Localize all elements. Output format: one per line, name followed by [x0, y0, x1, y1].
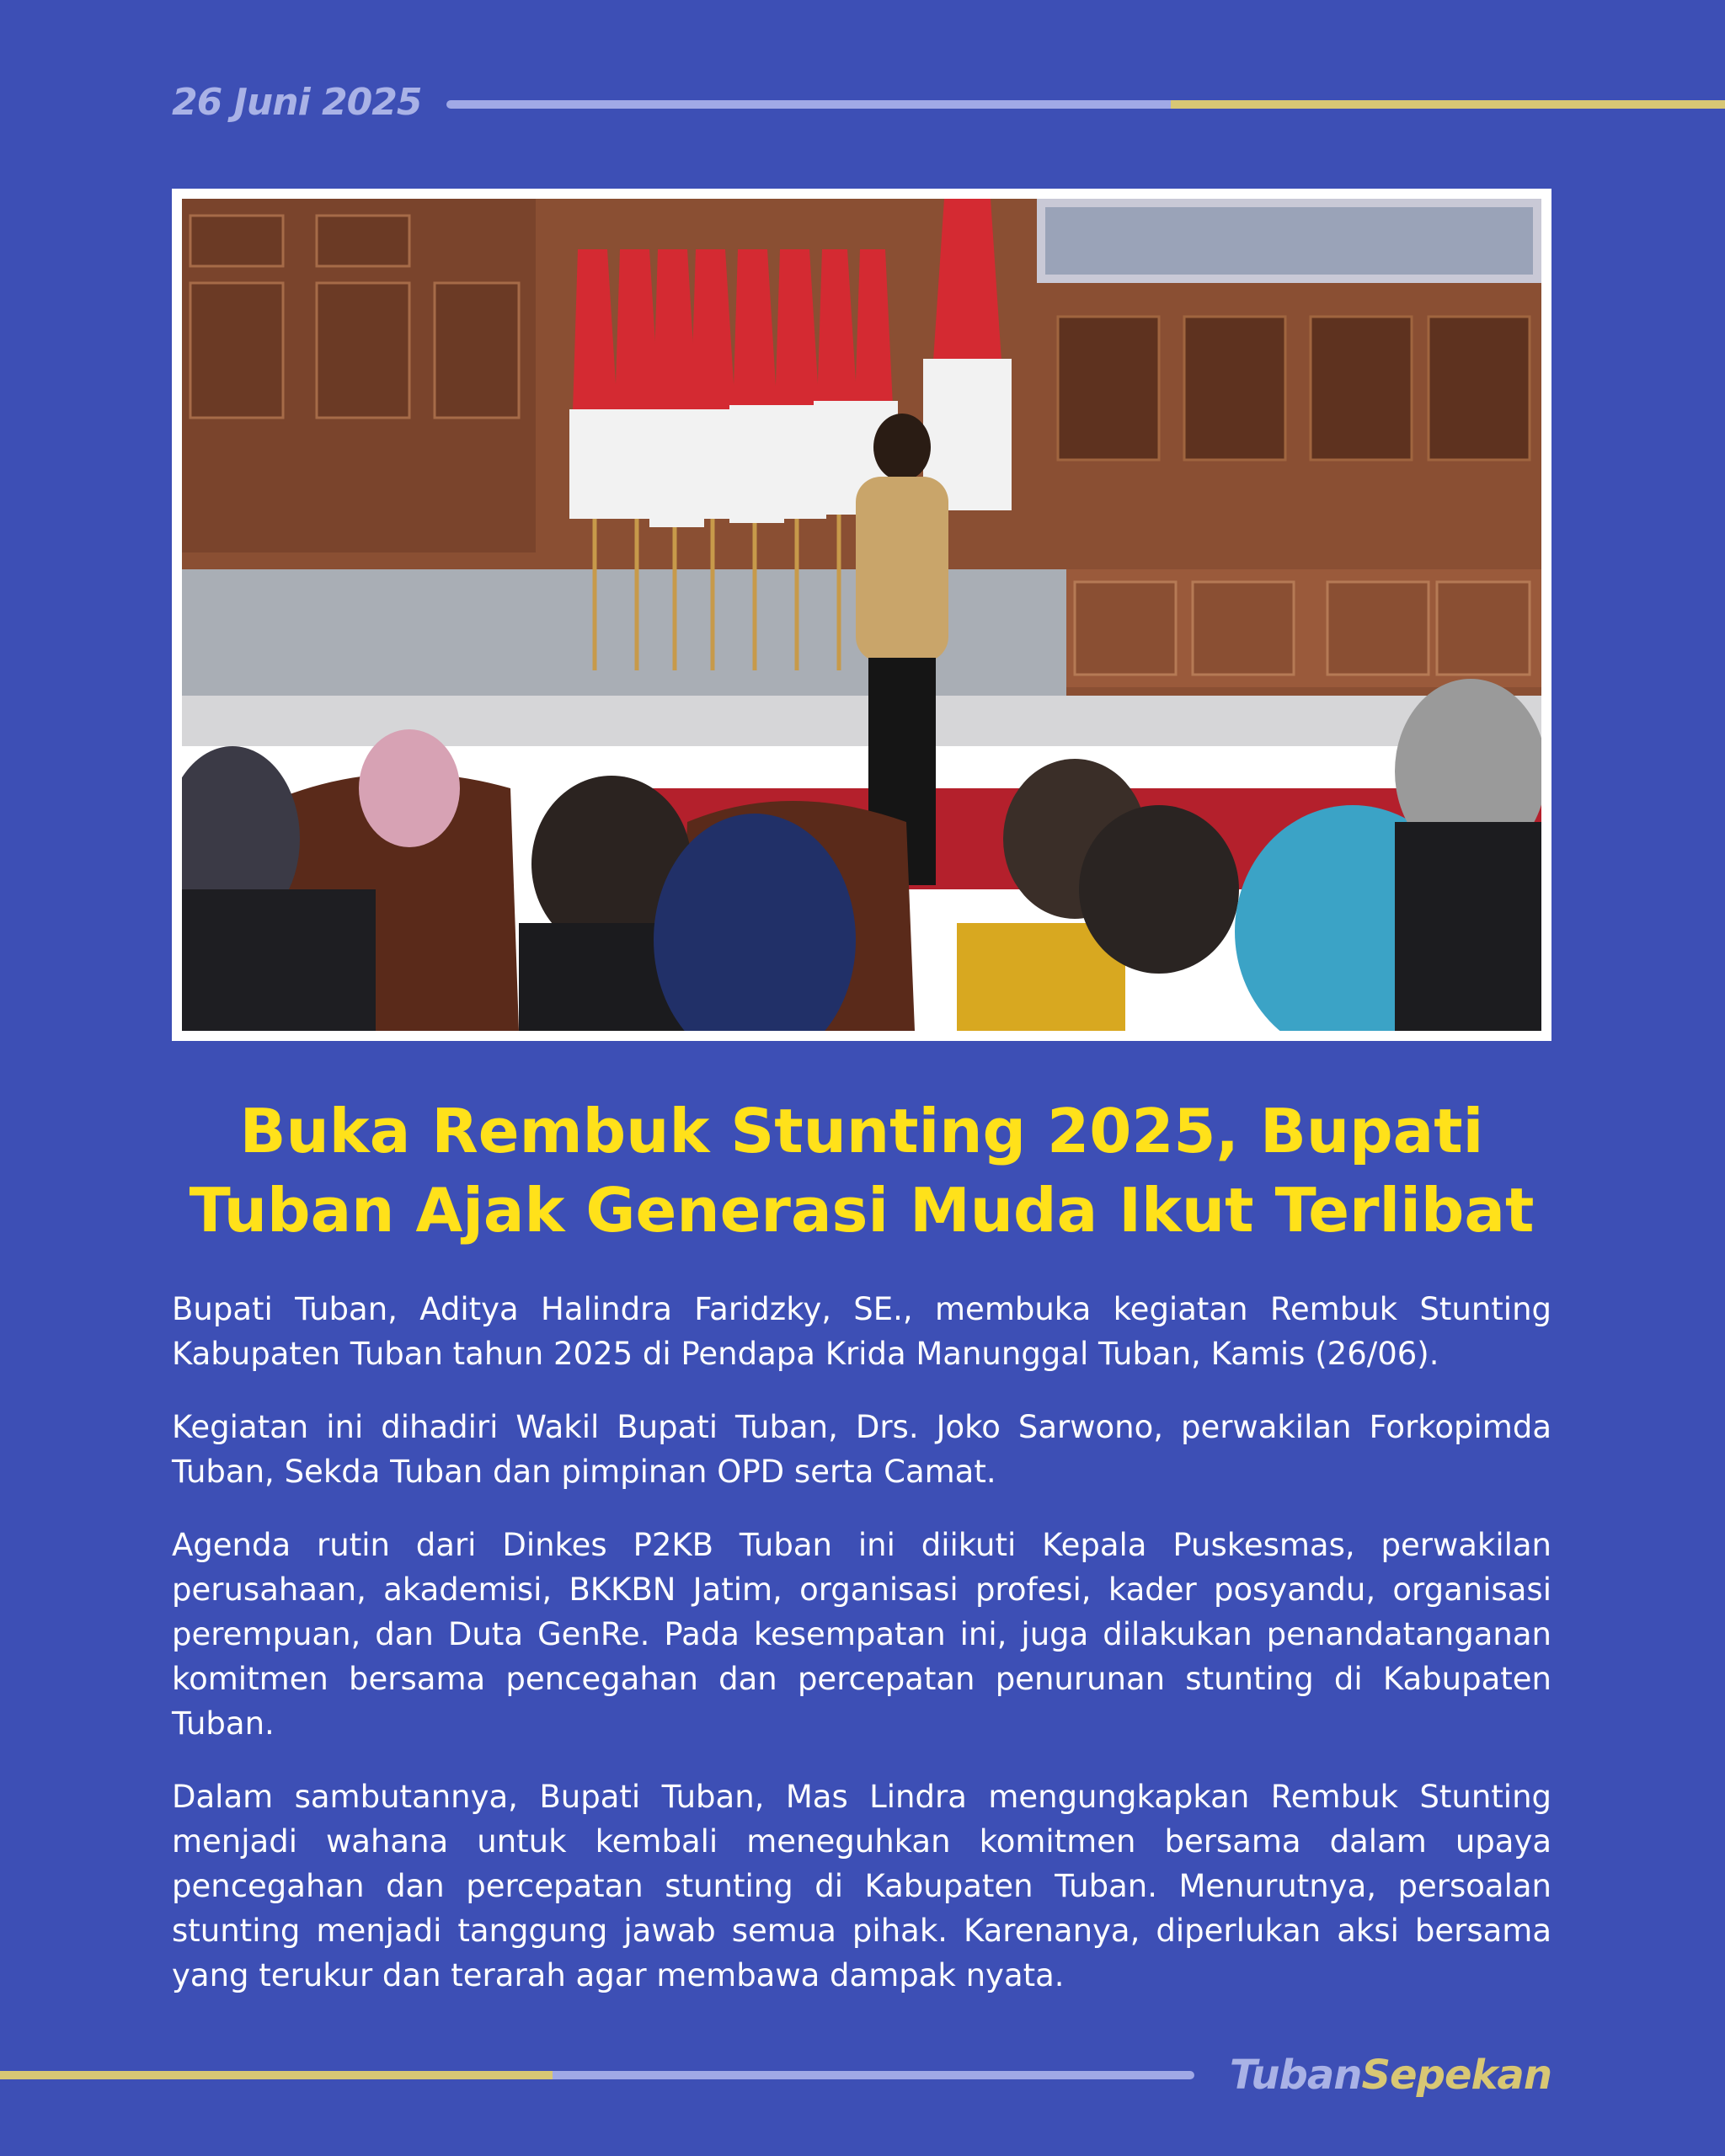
article-headline: Buka Rembuk Stunting 2025, Bupati Tuban Ajak Generasi Muda Ikut Terlibat: [189, 1096, 1535, 1246]
event-photo-illustration: [182, 199, 1541, 1031]
article-paragraph: Dalam sambutannya, Bupati Tuban, Mas Lindra mengungkapkan Rembuk Stunting menjadi wahana untuk kembali meneguhkan komitmen bersama dalam upaya pencegahan dan percepatan stunting di Kabupaten Tuban. Menurutnya, persoalan stunting menjadi tanggung jawab semua pihak. Karenanya, diperlukan aksi bersama yang terukur dan terarah agar membawa dampak nyata.: [172, 1779, 1551, 1993]
brand-logo-part1: Tuban: [1229, 2052, 1362, 2099]
footer-rule-gold: [0, 2071, 553, 2079]
article-paragraph: Kegiatan ini dihadiri Wakil Bupati Tuban, Drs. Joko Sarwono, perwakilan Forkopimda Tuban, Sekda Tuban dan pimpinan OPD serta Camat.: [172, 1409, 1551, 1490]
footer-rule-light: [553, 2071, 1194, 2079]
brand-logo: [1230, 2048, 1551, 2102]
article-body: [172, 1287, 1551, 2026]
event-photo: [172, 189, 1551, 1041]
brand-logo-part2: Sepekan: [1361, 2052, 1551, 2099]
header-rule-light: [446, 100, 1171, 109]
header-rule-gold: [1171, 100, 1725, 109]
header-rule: [446, 100, 1725, 109]
article-paragraph: Agenda rutin dari Dinkes P2KB Tuban ini diikuti Kepala Puskesmas, perwakilan perusahaan, akademisi, BKKBN Jatim, organisasi profesi, kader posyandu, organisasi perempuan, dan Duta GenRe. Pada kesempatan ini, juga dilakukan penandatanganan komitmen bersama pencegahan dan percepatan penurunan stunting di Kabupaten Tuban.: [172, 1527, 1551, 1742]
article-paragraph: Bupati Tuban, Aditya Halindra Faridzky, SE., membuka kegiatan Rembuk Stunting Kabupaten Tuban tahun 2025 di Pendapa Krida Manunggal Tuban, Kamis (26/06).: [172, 1291, 1551, 1372]
footer-rule: [0, 2071, 1194, 2079]
publish-date: 26 Juni 2025: [172, 81, 422, 124]
